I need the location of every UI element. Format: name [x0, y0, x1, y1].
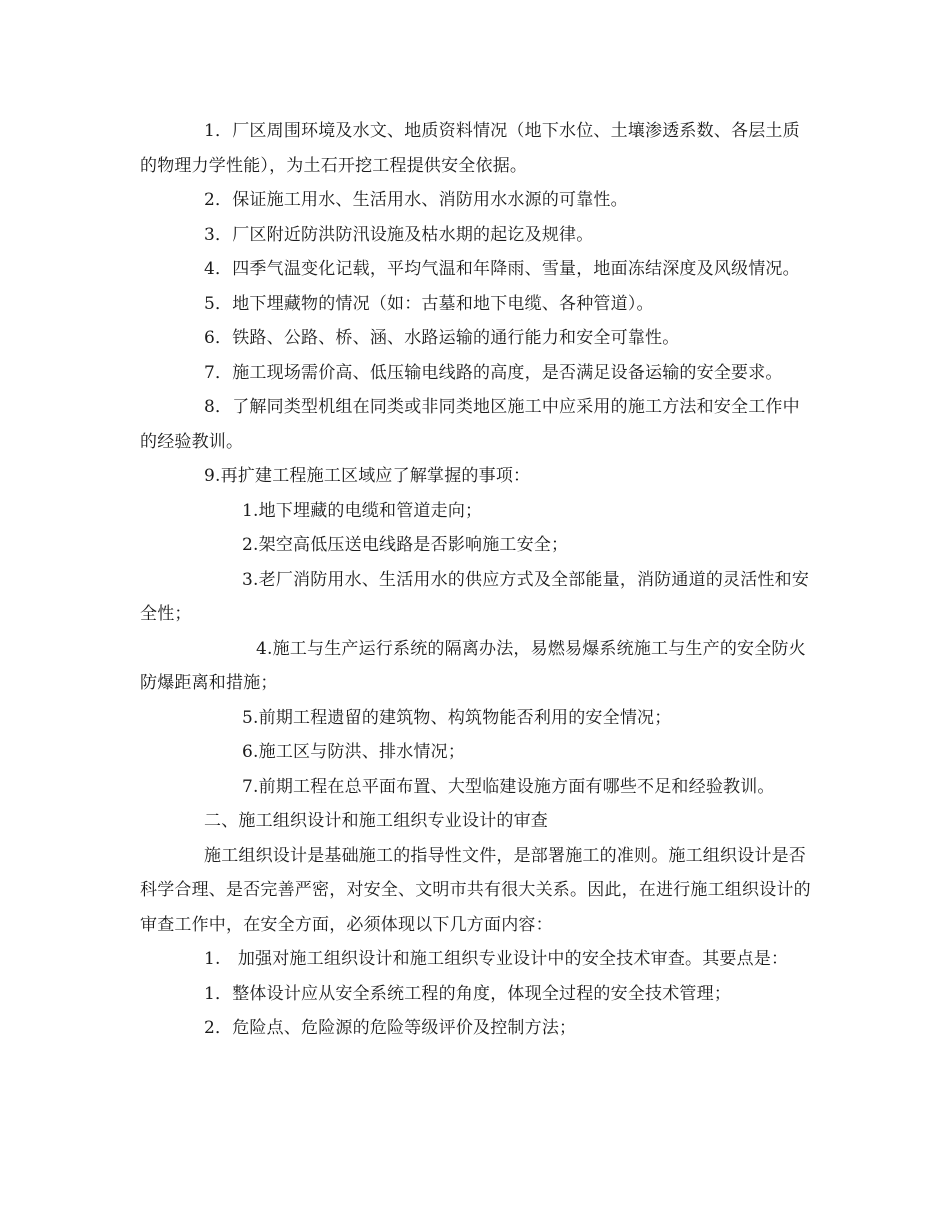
- subitem-4: 4.施工与生产运行系统的隔离办法，易燃易爆系统施工与生产的安全防火防爆距离和措施；: [140, 638, 806, 693]
- paragraph-1: 1．厂区周围环境及水文、地质资料情况（地下水位、土壤渗透系数、各层土质的物理力学性能），为土石开挖工程提供安全依据。: [140, 121, 800, 176]
- subitem-5: 5.前期工程遗留的建筑物、构筑物能否利用的安全情况；: [242, 707, 672, 728]
- paragraph-9: 9.再扩建工程施工区域应了解掌握的事项：: [204, 466, 531, 486]
- paragraph-intro: 施工组织设计是基础施工的指导性文件，是部署施工的准则。施工组织设计是否科学合理、是否完善严密，对安全、文明市共有很大关系。因此，在进行施工组织设计的审查工作中，在安全方面，必须体现以下几方面内容：: [140, 845, 811, 935]
- paragraph-5: 5．地下埋藏物的情况（如：古墓和地下电缆、各种管道）。: [204, 293, 654, 314]
- paragraph-2: 2．保证施工用水、生活用水、消防用水水源的可靠性。: [204, 190, 628, 210]
- paragraph-point-1-2: 2．危险点、危险源的危险等级评价及控制方法；: [204, 1018, 577, 1038]
- subitem-1: 1.地下埋藏的电缆和管道走向；: [242, 500, 483, 521]
- subitem-6: 6.施工区与防洪、排水情况；: [242, 742, 466, 762]
- paragraph-6: 6．铁路、公路、桥、涵、水路运输的通行能力和安全可靠性。: [204, 328, 680, 348]
- section-heading: 二、施工组织设计和施工组织专业设计的审查: [204, 811, 548, 831]
- paragraph-7: 7．施工现场需价高、低压输电线路的高度，是否满足设备运输的安全要求。: [204, 362, 783, 383]
- subitem-3: 3.老厂消防用水、生活用水的供应方式及全部能量，消防通道的灵活性和安全性；: [140, 569, 810, 624]
- subitem-2: 2.架空高低压送电线路是否影响施工安全；: [242, 535, 569, 555]
- paragraph-8: 8．了解同类型机组在同类或非同类地区施工中应采用的施工方法和安全工作中的经验教训。: [140, 397, 800, 452]
- paragraph-point-1: 1. 加强对施工组织设计和施工组织专业设计中的安全技术审查。其要点是：: [204, 949, 789, 969]
- paragraph-point-1-1: 1．整体设计应从安全系统工程的角度，体现全过程的安全技术管理；: [204, 983, 732, 1004]
- paragraph-3: 3．厂区附近防洪防汛设施及枯水期的起讫及规律。: [204, 224, 594, 245]
- document-body: [140, 114, 816, 1046]
- paragraph-4: 4．四季气温变化记载，平均气温和年降雨、雪量，地面冻结深度及风级情况。: [204, 259, 800, 279]
- subitem-7: 7.前期工程在总平面布置、大型临建设施方面有哪些不足和经验教训。: [242, 776, 775, 797]
